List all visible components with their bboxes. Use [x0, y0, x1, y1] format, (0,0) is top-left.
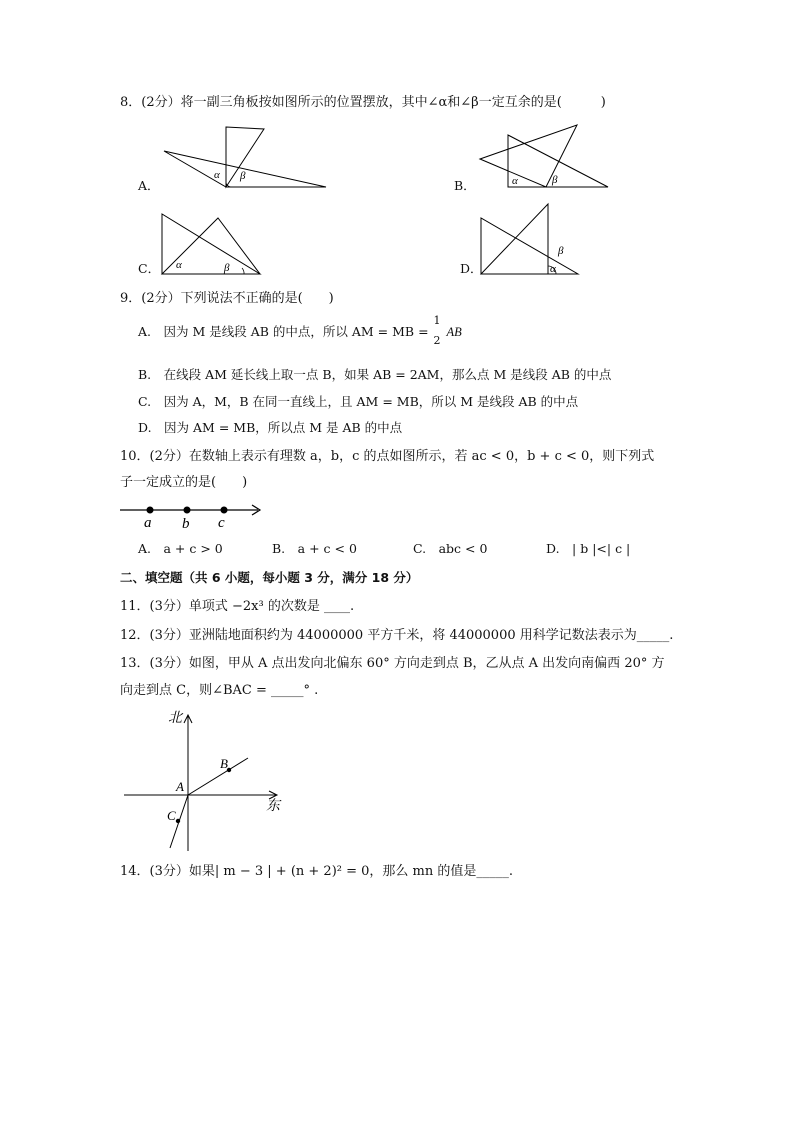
q8-option-a-label[interactable]: A． [138, 178, 160, 193]
q13-line2: 向走到点 C，则∠BAC = _____° . [120, 683, 319, 698]
q10-option-a[interactable]: A. a + c > 0 [138, 541, 223, 556]
q10-option-d[interactable]: D. | b |<| c | [546, 541, 631, 556]
q8d-alpha-label: α [550, 263, 556, 275]
q9-option-a[interactable] [138, 313, 462, 347]
q8-figure-c [160, 210, 270, 280]
q10-label-b: b [182, 516, 190, 532]
q8-figure-b [478, 123, 613, 193]
q8d-beta-label: β [558, 245, 564, 257]
q10-label-a: a [144, 515, 152, 531]
q13-compass-figure [120, 706, 290, 856]
q10-stem-line1: 10．(2分）在数轴上表示有理数 a，b，c 的点如图所示，若 ac < 0，b + c < 0，则下列式 [120, 449, 655, 464]
q10-option-c[interactable]: C. abc < 0 [413, 541, 488, 556]
q8-option-d-label[interactable]: D． [460, 261, 483, 276]
q10-label-c: c [218, 515, 225, 531]
q8-figure-d [478, 202, 588, 277]
q14-text: 14．(3分）如果| m − 3 | + (n + 2)² = 0，那么 mn 的值是_____. [120, 864, 514, 879]
q8a-alpha-label: α [214, 169, 220, 181]
q8c-alpha-label: α [176, 259, 182, 271]
q9-option-c[interactable]: C. 因为 A，M，B 在同一直线上，且 AM = MB，所以 M 是线段 AB 的中点 [138, 394, 579, 409]
q9-option-d[interactable]: D. 因为 AM = MB，所以点 M 是 AB 的中点 [138, 420, 403, 435]
q11-text: 11．(3分）单项式 −2x³ 的次数是 ____. [120, 599, 355, 614]
q10-point-a [147, 507, 154, 514]
q10-point-c [221, 507, 228, 514]
q13-label-north: 北 [168, 711, 182, 726]
q9-fraction [433, 313, 443, 347]
q8-option-c-label[interactable]: C． [138, 261, 161, 276]
q9-option-a-tail: AB [446, 325, 462, 339]
q9-option-a-text: A. 因为 M 是线段 AB 的中点，所以 AM = MB = [138, 324, 429, 339]
q10-stem-line2: 子一定成立的是( ) [120, 475, 248, 490]
q13-label-a: A [176, 779, 184, 794]
q13-point-c [176, 819, 180, 823]
q8a-beta-label: β [240, 170, 246, 182]
q9-fraction-numerator: 1 [433, 313, 441, 327]
q8d-triangle-2 [481, 204, 548, 274]
q13-ray-ab [188, 758, 248, 795]
section-2-title: 二、填空题（共 6 小题，每小题 3 分，满分 18 分） [120, 570, 419, 585]
q10-option-b[interactable]: B. a + c < 0 [272, 541, 357, 556]
q13-line1: 13．(3分）如图，甲从 A 点出发向北偏东 60° 方向走到点 B，乙从点 A 出发向南偏西 20° 方 [120, 656, 665, 671]
q8-option-b-label[interactable]: B． [454, 178, 476, 193]
q13-label-b: B [220, 756, 228, 771]
q8-stem: 8．(2分）将一副三角板按如图所示的位置摆放，其中∠α和∠β一定互余的是( ) [120, 95, 606, 110]
q10-number-line [118, 500, 268, 532]
q13-label-east: 东 [266, 799, 280, 814]
q8b-triangle-2 [508, 135, 608, 187]
q9-fraction-denominator: 2 [433, 333, 441, 347]
q13-label-c: C [167, 808, 176, 823]
q8b-beta-label: β [552, 174, 558, 186]
q8-figure-a [160, 125, 330, 195]
q12-text: 12．(3分）亚洲陆地面积约为 44000000 平方千米，将 44000000 用科学记数法表示为_____. [120, 628, 674, 643]
q9-stem: 9．(2分）下列说法不正确的是( ) [120, 291, 334, 306]
q8b-triangle-1 [480, 125, 577, 187]
q8b-alpha-label: α [512, 175, 518, 187]
q9-option-b[interactable]: B. 在线段 AM 延长线上取一点 B，如果 AB = 2AM，那么点 M 是线段 AB 的中点 [138, 367, 612, 382]
q10-point-b [184, 507, 191, 514]
q8c-beta-label: β [224, 262, 230, 274]
